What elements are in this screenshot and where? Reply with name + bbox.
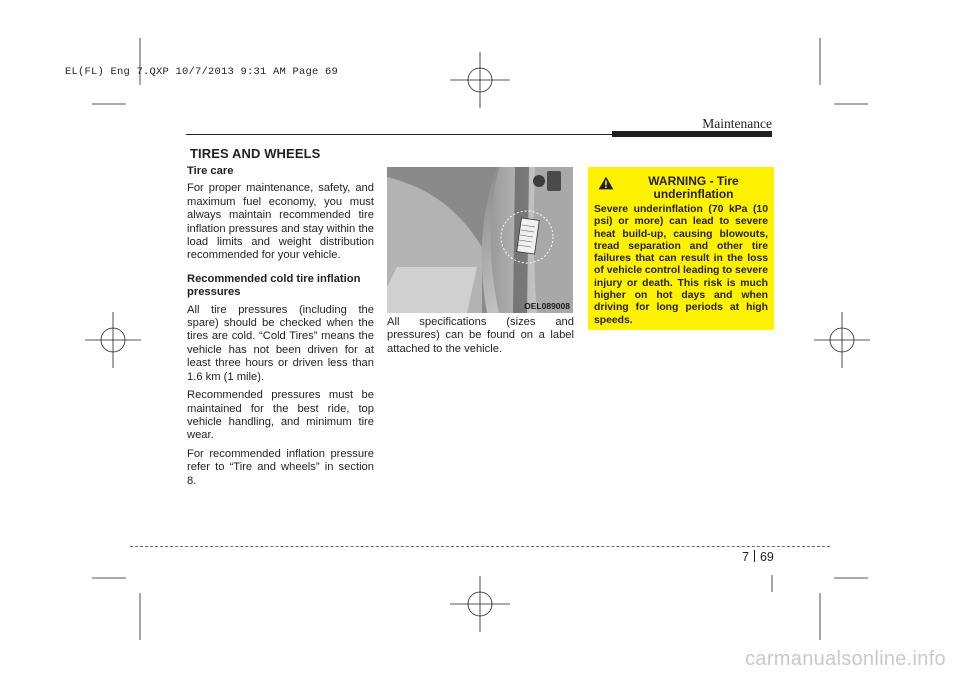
header-rule-accent bbox=[612, 131, 772, 137]
page-number-separator bbox=[754, 550, 755, 562]
warning-title: WARNING - Tire underinflation bbox=[648, 174, 739, 201]
tire-care-text: For proper maintenance, safety, and maximum fuel economy, you must always maintain recommended tire inflation pressures and stay within the load limits and weight distribution recommended for your vehicle. bbox=[187, 182, 374, 262]
column-label-location bbox=[387, 316, 574, 361]
warning-text: Severe underinflation (70 kPa (10 psi) or more) can lead to severe heat build-up, causing blowouts, tread separation and other tire failures that can result in the loss of vehicle control leading to severe injury or death. This risk is much higher on hot days and when driving for long periods at high speeds. bbox=[594, 204, 768, 326]
door-jamb-illustration bbox=[387, 167, 573, 313]
print-slug: EL(FL) Eng 7.QXP 10/7/2013 9:31 AM Page 69 bbox=[65, 66, 339, 78]
page-number-value: 69 bbox=[759, 550, 774, 564]
warning-header bbox=[598, 175, 768, 201]
warning-box bbox=[588, 167, 774, 330]
warning-triangle-icon bbox=[598, 176, 614, 190]
cold-pressure-heading: Recommended cold tire inflation pressures bbox=[187, 272, 361, 299]
figure-caption: All specifications (sizes and pressures) can be found on a label attached to the vehicle. bbox=[387, 316, 574, 355]
cold-pressure-para-1: All tire pressures (including the spare) should be checked when the tires are cold. “Cold Tires” means the vehicle has not been driven for at least three hours or driven less than 1.6 km (1 mile). bbox=[187, 303, 374, 383]
chapter-number: 7 bbox=[742, 550, 749, 564]
section-title: TIRES AND WHEELS bbox=[190, 146, 321, 161]
column-tire-care bbox=[187, 165, 374, 493]
footer-rule bbox=[130, 546, 830, 547]
tire-care-heading: Tire care bbox=[187, 165, 234, 177]
watermark: carmanualsonline.info bbox=[745, 648, 946, 670]
cold-pressure-para-2: Recommended pressures must be maintained for the best ride, top vehicle handling, and minimum tire wear. bbox=[187, 389, 374, 442]
figure-code: OEL089008 bbox=[524, 301, 570, 311]
door-jamb-figure bbox=[387, 167, 573, 313]
cold-pressure-para-3: For recommended inflation pressure refer to “Tire and wheels” in section 8. bbox=[187, 447, 374, 487]
page-number bbox=[742, 550, 774, 564]
chapter-title: Maintenance bbox=[702, 116, 772, 131]
